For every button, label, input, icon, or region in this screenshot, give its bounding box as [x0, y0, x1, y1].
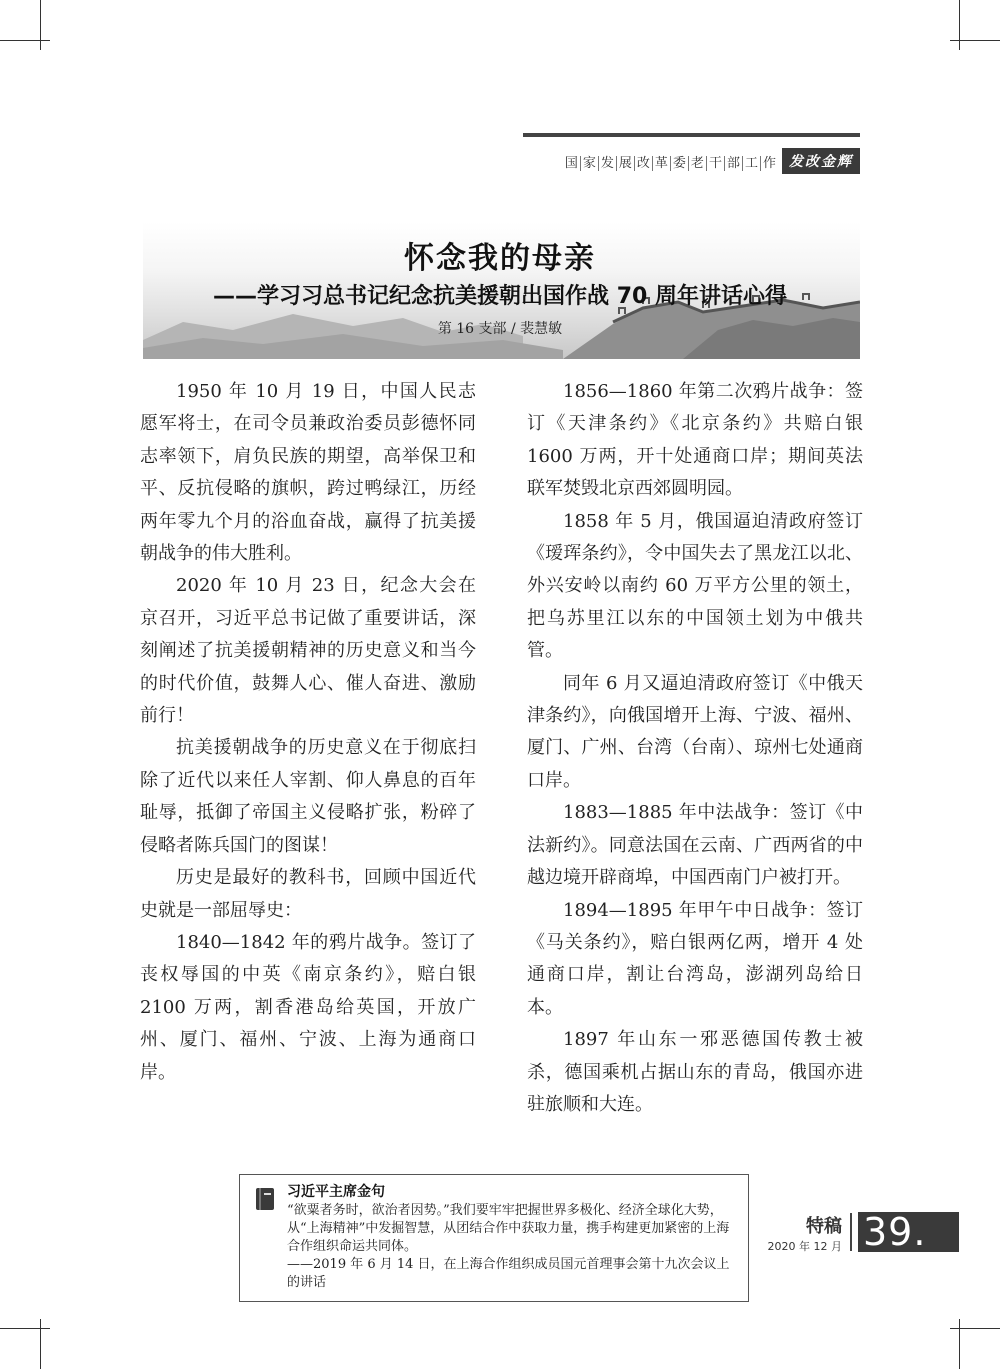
header-organization	[565, 152, 776, 171]
crop-mark	[0, 1328, 50, 1329]
header-org-char: 作	[760, 156, 776, 171]
header-org-char: 国	[564, 155, 578, 171]
header-org-char: 展	[616, 156, 632, 171]
crop-mark	[959, 0, 960, 50]
header-org-char: 家	[580, 156, 596, 171]
section-label: 特稿	[806, 1216, 842, 1237]
paragraph: 同年 6 月又逼迫清政府签订《中俄天津条约》，向俄国增开上海、宁波、福州、厦门、广州、台湾（台南）、琼州七处通商口岸。	[527, 672, 863, 791]
crop-mark	[0, 40, 50, 41]
footer-divider	[850, 1213, 852, 1251]
crop-mark	[950, 40, 1000, 41]
page-subtitle: ——学习习总书记纪念抗美援朝出国作战 70 周年讲话心得	[213, 284, 787, 309]
crop-mark	[959, 1319, 960, 1369]
paragraph: 1858 年 5 月，俄国逼迫清政府签订《瑷珲条约》，令中国失去了黑龙江以北、外兴安岭以南约 60 万平方公里的领土，把乌苏里江以东的中国领土划为中俄共管。	[527, 510, 863, 662]
paragraph: 1840—1842 年的鸦片战争。签订了丧权辱国的中英《南京条约》，赔白银 2100 万两，割香港岛给英国，开放广州、厦门、福州、宁波、上海为通商口岸。	[140, 931, 476, 1083]
article-column-right	[527, 376, 863, 1121]
header-org-char: 工	[742, 156, 758, 171]
page-number: 39.	[858, 1212, 959, 1252]
paragraph: 2020 年 10 月 23 日，纪念大会在京召开，习近平总书记做了重要讲话，深刻阐述了抗美援朝精神的历史意义和当今的时代价值，鼓舞人心、催人奋进、激励前行！	[140, 575, 476, 727]
header-org-char: 发	[598, 156, 614, 171]
page-title: 怀念我的母亲	[404, 241, 596, 276]
crop-mark	[950, 1328, 1000, 1329]
paragraph: 1883—1885 年中法战争：签订《中法新约》。同意法国在云南、广西两省的中越边境开辟商埠，中国西南门户被打开。	[527, 802, 863, 889]
header-org-char: 老	[688, 156, 704, 171]
book-icon	[254, 1187, 276, 1211]
header-org-char: 革	[652, 156, 668, 171]
article-column-left	[140, 376, 476, 1089]
paragraph: 抗美援朝战争的历史意义在于彻底扫除了近代以来任人宰割、仰人鼻息的百年耻辱，抵御了帝国主义侵略扩张，粉碎了侵略者陈兵国门的图谋！	[140, 737, 476, 856]
header-org-char: 改	[634, 156, 650, 171]
crop-mark	[40, 1319, 41, 1369]
paragraph: 1894—1895 年甲午中日战争：签订《马关条约》，赔白银两亿两，增开 4 处通商口岸，割让台湾岛，澎湖列岛给日本。	[527, 899, 863, 1018]
running-header	[523, 148, 860, 174]
header-badge: 发改金辉	[782, 148, 860, 174]
header-org-char: 干	[706, 156, 722, 171]
crop-mark	[40, 0, 41, 50]
quote-source: ——2019 年 6 月 14 日，在上海合作组织成员国元首理事会第十九次会议上的讲话	[287, 1257, 730, 1290]
author-byline: 第 16 支部 / 裴慧敏	[437, 321, 563, 337]
header-org-char: 部	[724, 156, 740, 171]
paragraph: 1897 年山东一邪恶德国传教士被杀，德国乘机占据山东的青岛，俄国亦进驻旅顺和大连。	[527, 1029, 863, 1115]
paragraph: 历史是最好的教科书，回顾中国近代史就是一部屈辱史：	[140, 867, 476, 921]
quote-body: “欲粟者务时，欲治者因势。”我们要牢牢把握世界多极化、经济全球化大势，从“上海精神”中发掘智慧，从团结合作中获取力量，携手构建更加紧密的上海合作组织命运共同体。	[287, 1203, 730, 1254]
paragraph: 1856—1860 年第二次鸦片战争：签订《天津条约》《北京条约》共赔白银 1600 万两，开十处通商口岸；期间英法联军焚毁北京西郊圆明园。	[527, 381, 863, 500]
header-rule	[523, 133, 860, 137]
header-org-char: 委	[670, 156, 686, 171]
paragraph: 1950 年 10 月 19 日，中国人民志愿军将士，在司令员兼政治委员彭德怀同志率领下，肩负民族的期望，高举保卫和平、反抗侵略的旗帜，跨过鸭绿江，历经两年零九个月的浴血奋战，赢得了抗美援朝战争的伟大胜利。	[140, 381, 476, 565]
issue-date: 2020 年 12 月	[767, 1240, 842, 1253]
quote-title: 习近平主席金句	[287, 1184, 385, 1200]
quote-box	[239, 1174, 749, 1302]
